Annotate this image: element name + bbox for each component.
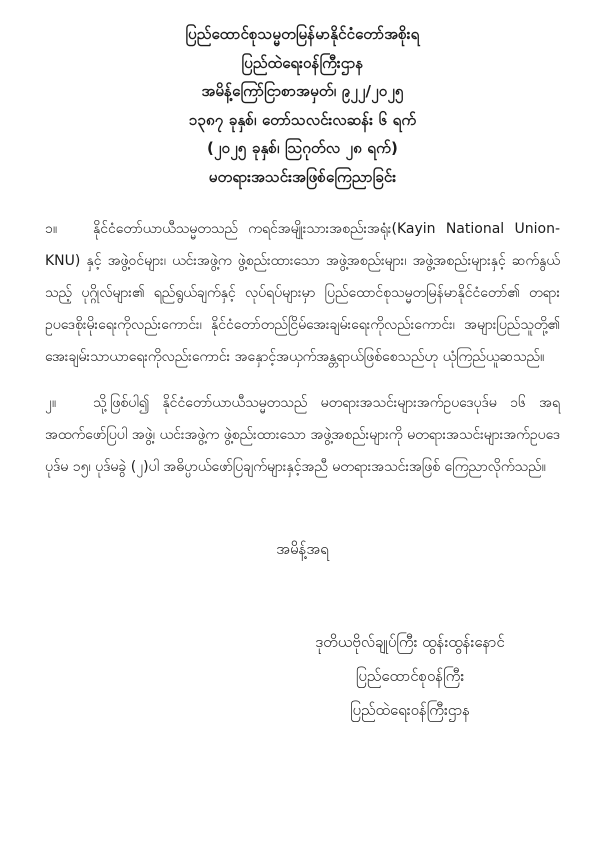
header-order-number-line: အမိန့်ကြော်ငြာစာအမှတ်၊ ၉၂၂/၂၀၂၅ [201,82,404,100]
header-gregorian-date-line: (၂၀၂၅ ခုနှစ်၊ ဩဂုတ်လ ၂၈ ရက်) [206,139,399,157]
header-government-line: ပြည်ထောင်စုသမ္မတမြန်မာနိုင်ငံတော်အစိုးရ [185,25,420,43]
paragraph-2-text: သို့ဖြစ်ပါ၍ နိုင်ငံတော်ယာယီသမ္မတသည် မတရားအသင်းများအက်ဥပဒေပုဒ်မ ၁၆ အရ အထက်ဖော်ပြပါ အဖွဲ့၊ ယင်းအဖွဲ့က ဖွဲ့စည်းထားသော အဖွဲ့အစည်းများကို မတရားအသင်းများအက်ဥပဒေပုဒ်မ ၁၅၊ ပုဒ်မခွဲ (၂)ပါ အဓိပ္ပာယ်ဖော်ပြချက်များနှင့်အညီ မတရားအသင်းအဖြစ် ကြေညာလိုက်သည်။ [45,395,560,475]
paragraph-2 [45,387,560,483]
signature-department: ပြည်ထဲရေးဝန်ကြီးဌာန [349,701,471,719]
signature-title: ပြည်ထောင်စုဝန်ကြီး [355,667,465,685]
header-myanmar-date-line: ၁၃၈၇ ခုနှစ်၊ တော်သလင်းလဆန်း ၆ ရက် [188,110,417,129]
paragraph-1-text: နိုင်ငံတော်ယာယီသမ္မတသည် ကရင်အမျိုးသားအစည်းအရုံး(Kayin National Union-KNU) နှင့် အဖွဲ့ဝင်များ၊ ယင်းအဖွဲ့က ဖွဲ့စည်းထားသော အဖွဲ့အစည်းများ၊ အဖွဲ့အစည်းများနှင့် ဆက်နွယ်သည့် ပုဂ္ဂိုလ်များ၏ ရည်ရွယ်ချက်နှင့် လုပ်ရပ်များမှာ ပြည်ထောင်စုသမ္မတမြန်မာနိုင်ငံတော်၏ တရားဥပဒေစိုးမိုးရေးကိုလည်းကောင်း၊ နိုင်ငံတော်တည်ငြိမ်အေးချမ်းရေးကိုလည်းကောင်း၊ အများပြည်သူတို့၏ အေးချမ်းသာယာရေးကိုလည်းကောင်း အနှောင့်အယှက်အန္တရာယ်ဖြစ်စေသည်ဟု ယုံကြည်ယူဆသည်။ [45,221,560,365]
signature-name: ဒုတိယဗိုလ်ချုပ်ကြီး ထွန်းထွန်းနောင် [315,633,505,651]
signature-block [260,625,560,727]
paragraph-1 [45,213,560,373]
paragraph-1-number: ၁။ [45,221,58,237]
header-subject-line: မတရားအသင်းအဖြစ်ကြေညာခြင်း [208,167,397,186]
paragraph-2-number: ၂။ [45,395,57,411]
document-body [45,213,560,727]
document-header [0,0,605,191]
by-order-label: အမိန့်အရ [276,540,329,558]
header-ministry-line: ပြည်ထဲရေးဝန်ကြီးဌာန [241,53,364,72]
